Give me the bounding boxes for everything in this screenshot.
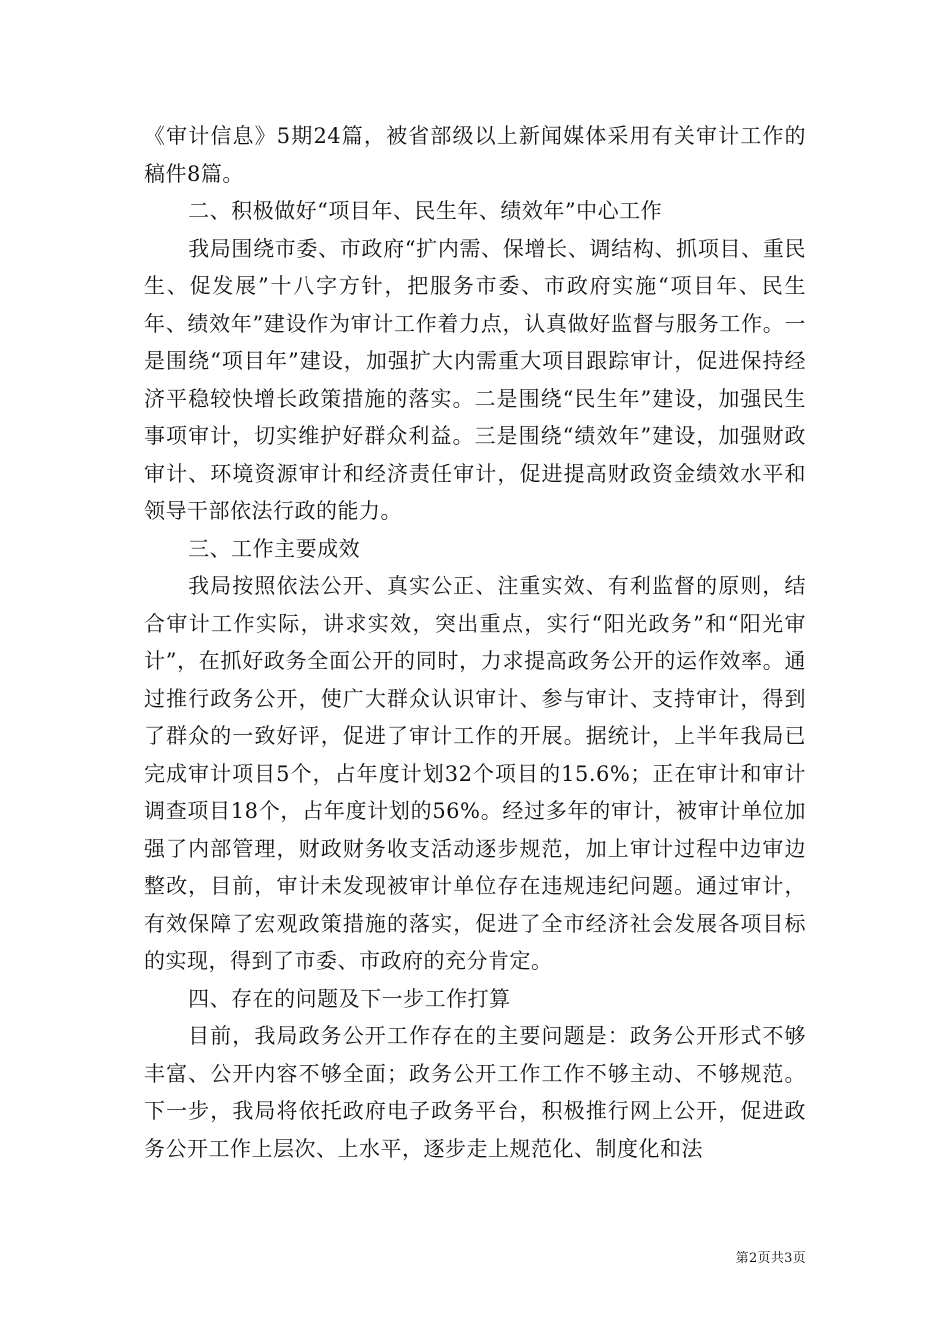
paragraph-section-3: 我局按照依法公开、真实公正、注重实效、有利监督的原则，结合审计工作实际，讲求实效，突出重点，实行“阳光政务”和“阳光审计”，在抓好政务全面公开的同时，力求提高政务公开的运作效率。通过推行政务公开，使广大群众认识审计、参与审计、支持审计，得到了群众的一致好评，促进了审计工作的开展。据统计，上半年我局已完成审计项目5个，占年度计划32个项目的15.6%；正在审计和审计调查项目18个，占年度计划的56%。经过多年的审计，被审计单位加强了内部管理，财政财务收支活动逐步规范，加上审计过程中边审边整改，目前，审计未发现被审计单位存在违规违纪问题。通过审计，有效保障了宏观政策措施的落实，促进了全市经济社会发展各项目标的实现，得到了市委、市政府的充分肯定。 (144, 574, 806, 973)
section-heading-3: 三、工作主要成效 (188, 536, 361, 561)
section-heading-4: 四、存在的问题及下一步工作打算 (188, 986, 511, 1011)
paragraph-section-4: 目前，我局政务公开工作存在的主要问题是：政务公开形式不够丰富、公开内容不够全面；政务公开工作工作不够主动、不够规范。下一步，我局将依托政府电子政务平台，积极推行网上公开，促进政务公开工作上层次、上水平，逐步走上规范化、制度化和法 (144, 1024, 806, 1161)
page-number-footer: 第2页共3页 (735, 1251, 806, 1266)
document-body (144, 118, 806, 1168)
paragraph-section-2: 我局围绕市委、市政府“扩内需、保增长、调结构、抓项目、重民生、促发展”十八字方针，把服务市委、市政府实施“项目年、民生年、绩效年”建设作为审计工作着力点，认真做好监督与服务工作。一是围绕“项目年”建设，加强扩大内需重大项目跟踪审计，促进保持经济平稳较快增长政策措施的落实。二是围绕“民生年”建设，加强民生事项审计，切实维护好群众利益。三是围绕“绩效年”建设，加强财政审计、环境资源审计和经济责任审计，促进提高财政资金绩效水平和领导干部依法行政的能力。 (144, 236, 806, 523)
paragraph-continuation: 《审计信息》5期24篇，被省部级以上新闻媒体采用有关审计工作的稿件8篇。 (144, 124, 806, 186)
section-heading-2: 二、积极做好“项目年、民生年、绩效年”中心工作 (188, 199, 663, 223)
